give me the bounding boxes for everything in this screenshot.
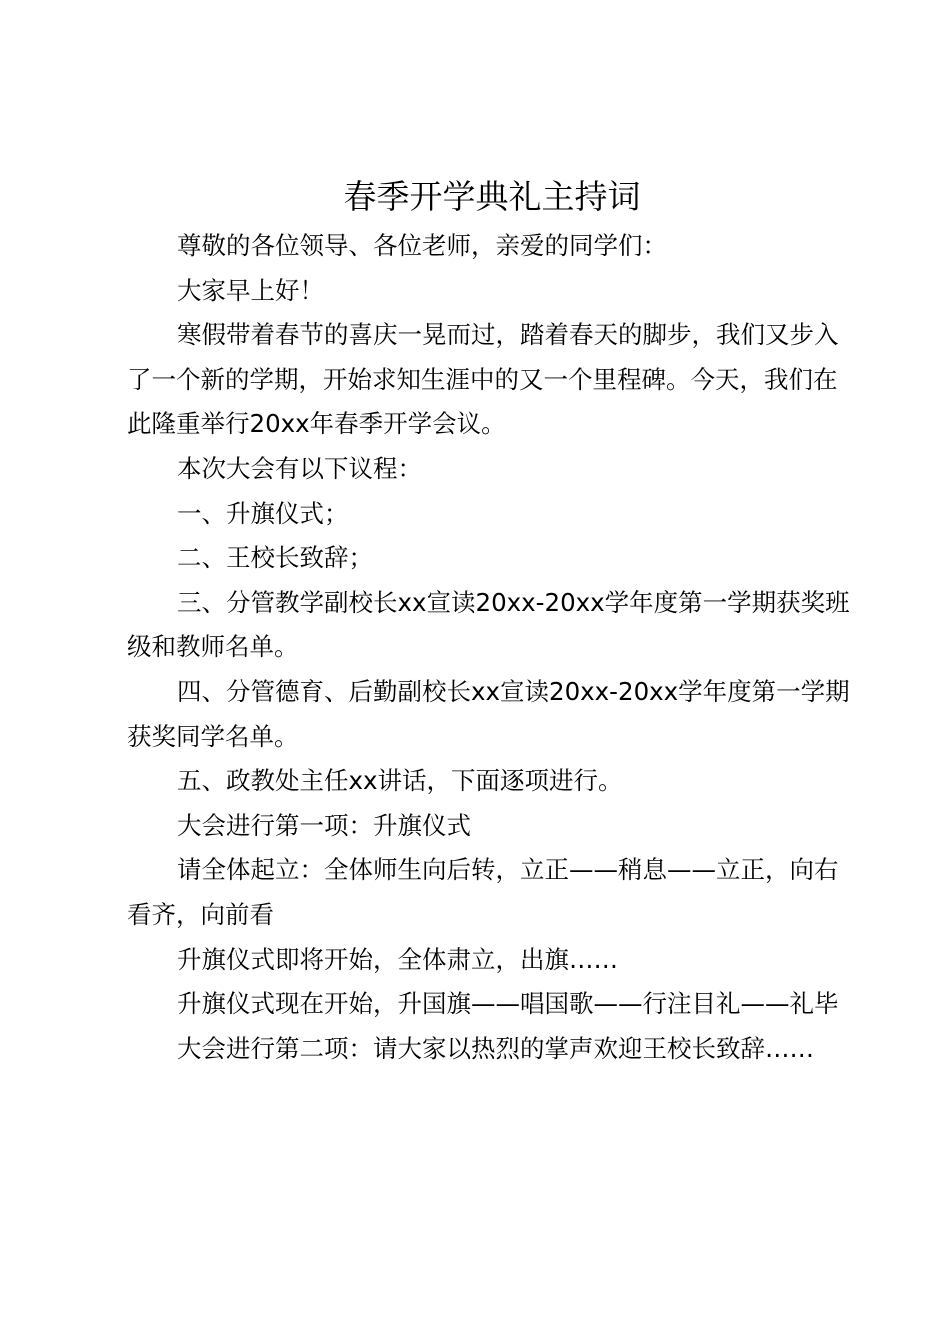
document-title: 春季开学典礼主持词 — [343, 177, 641, 216]
paragraph-greeting: 尊敬的各位领导、各位老师，亲爱的同学们： — [177, 231, 667, 260]
paragraph-good-morning: 大家早上好！ — [177, 275, 324, 305]
paragraph-item-one: 大会进行第一项：升旗仪式 — [177, 810, 471, 840]
agenda-item-1: 一、升旗仪式； — [177, 498, 349, 528]
document-body — [127, 172, 857, 1071]
paragraph-stand-up: 请全体起立：全体师生向后转，立正——稍息——立正，向右看齐，向前看 — [127, 855, 839, 929]
paragraph-flag-ceremony: 升旗仪式现在开始，升国旗——唱国歌——行注目礼——礼毕 — [177, 989, 839, 1019]
paragraph-agenda-heading: 本次大会有以下议程： — [177, 453, 422, 483]
agenda-item-4: 四、分管德育、后勤副校长xx宣读20xx-20xx学年度第一学期获奖同学名单。 — [127, 676, 850, 751]
agenda-item-3: 三、分管教学副校长xx宣读20xx-20xx学年度第一学期获奖班级和教师名单。 — [127, 587, 850, 662]
paragraph-intro: 寒假带着春节的喜庆一晃而过，踏着春天的脚步，我们又步入了一个新的学期，开始求知生涯中的又一个里程碑。今天，我们在此隆重举行20xx年春季开学会议。 — [127, 320, 839, 439]
agenda-item-5: 五、政教处主任xx讲话，下面逐项进行。 — [177, 766, 623, 796]
paragraph-flag-start: 升旗仪式即将开始，全体肃立，出旗…… — [177, 944, 618, 974]
paragraph-item-two: 大会进行第二项：请大家以热烈的掌声欢迎王校长致辞…… — [177, 1033, 814, 1063]
agenda-item-2: 二、王校长致辞； — [177, 543, 373, 573]
